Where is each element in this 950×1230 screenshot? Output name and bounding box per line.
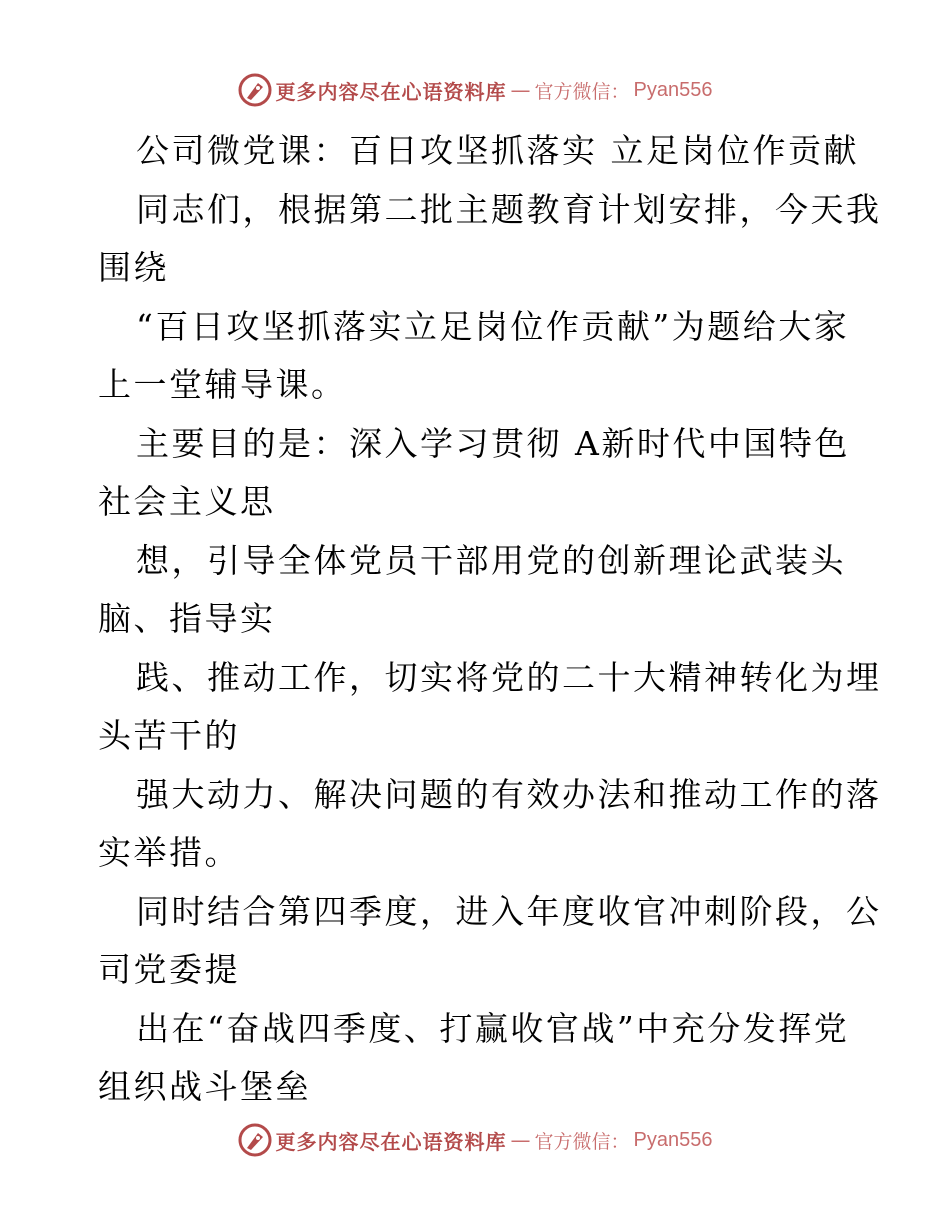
text-line: 主要目的是：深入学习贯彻 A新时代中国特色 bbox=[136, 423, 850, 463]
wechat-id: Pyan556 bbox=[633, 78, 713, 101]
pen-nib-logo-icon bbox=[238, 1123, 272, 1157]
brand-separator: — bbox=[510, 1128, 531, 1152]
brand-separator: — bbox=[510, 78, 531, 102]
footer-watermark bbox=[0, 1120, 950, 1160]
text-line: 同时结合第四季度，进入年度收官冲刺阶段，公 bbox=[136, 891, 882, 931]
text-line: 社会主义思 bbox=[98, 482, 276, 521]
text-line: 组织战斗堡垒 bbox=[98, 1067, 311, 1106]
text-line: 强大动力、解决问题的有效办法和推动工作的落 bbox=[136, 774, 882, 814]
brand-text: 更多内容尽在心语资料库 bbox=[275, 1129, 507, 1154]
text-line: “百日攻坚抓落实立足岗位作贡献”为题给大家 bbox=[136, 306, 850, 346]
wechat-id: Pyan556 bbox=[633, 1128, 713, 1151]
pen-nib-logo-icon bbox=[238, 73, 272, 107]
text-line: 围绕 bbox=[98, 248, 169, 287]
text-line: 实举措。 bbox=[98, 833, 240, 872]
text-line: 践、推动工作，切实将党的二十大精神转化为埋 bbox=[136, 657, 882, 697]
official-label: 官方微信： bbox=[534, 1130, 630, 1153]
document-body bbox=[98, 122, 882, 1117]
text-line: 公司微党课：百日攻坚抓落实 立足岗位作贡献 bbox=[136, 131, 859, 170]
text-line: 想，引导全体党员干部用党的创新理论武装头 bbox=[136, 540, 846, 580]
text-line: 上一堂辅导课。 bbox=[98, 365, 347, 404]
brand-text: 更多内容尽在心语资料库 bbox=[275, 79, 507, 104]
text-line: 司党委提 bbox=[98, 950, 240, 989]
header-watermark bbox=[0, 70, 950, 110]
text-line: 头苦干的 bbox=[98, 716, 240, 755]
text-line: 同志们，根据第二批主题教育计划安排，今天我 bbox=[136, 189, 882, 229]
text-line: 出在“奋战四季度、打赢收官战”中充分发挥党 bbox=[136, 1008, 850, 1048]
official-label: 官方微信： bbox=[534, 80, 630, 103]
text-line: 脑、指导实 bbox=[98, 599, 276, 638]
